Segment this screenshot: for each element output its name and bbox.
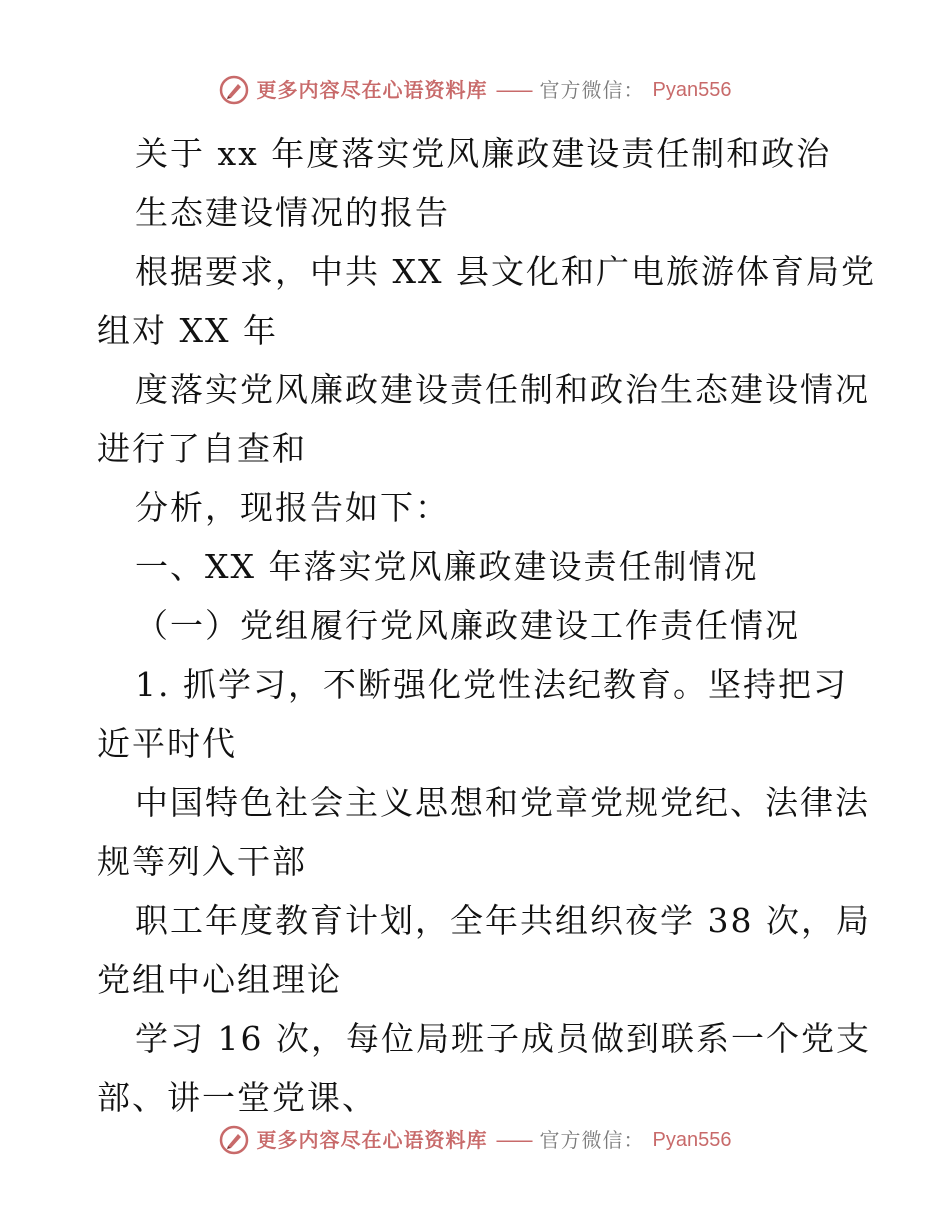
doc-subsection-heading: （一）党组履行党风廉政建设工作责任情况 — [135, 606, 800, 645]
brand-banner — [219, 75, 732, 105]
brand-wechat-label: 官方微信： — [539, 78, 645, 102]
brand-slogan: 更多内容尽在心语资料库 — [256, 1128, 488, 1152]
doc-paragraph-line: 规等列入干部 — [97, 842, 307, 881]
pen-logo-icon — [219, 1125, 249, 1155]
doc-section-heading: 一、XX 年落实党风廉政建设责任制情况 — [135, 547, 759, 586]
brand-dash: —— — [495, 1128, 532, 1152]
doc-paragraph-line: 进行了自查和 — [97, 429, 307, 468]
brand-dash: —— — [495, 78, 532, 102]
page-header-watermark — [0, 70, 950, 110]
doc-paragraph-line: 度落实党风廉政建设责任制和政治生态建设情况 — [135, 370, 870, 409]
doc-paragraph-line: 组对 XX 年 — [97, 311, 278, 350]
doc-paragraph-line: 根据要求，中共 XX 县文化和广电旅游体育局党 — [135, 252, 876, 291]
pen-logo-icon — [219, 75, 249, 105]
doc-paragraph-line: 学习 16 次，每位局班子成员做到联系一个党支 — [135, 1019, 871, 1058]
doc-title-line-2: 生态建设情况的报告 — [135, 193, 450, 232]
doc-title-line-1: 关于 xx 年度落实党风廉政建设责任制和政治 — [135, 134, 832, 173]
brand-wechat-label: 官方微信： — [539, 1128, 645, 1152]
doc-paragraph-line: 中国特色社会主义思想和党章党规党纪、法律法 — [135, 783, 870, 822]
doc-paragraph-line: 党组中心组理论 — [97, 960, 342, 999]
brand-slogan: 更多内容尽在心语资料库 — [256, 78, 488, 102]
page-footer-watermark — [0, 1120, 950, 1160]
doc-paragraph-line: 近平时代 — [97, 724, 237, 763]
document-body — [97, 124, 876, 1127]
doc-paragraph-line: 职工年度教育计划，全年共组织夜学 38 次，局 — [135, 901, 871, 940]
brand-wechat-id: Pyan556 — [652, 1129, 732, 1151]
doc-paragraph-line: 部、讲一堂党课、 — [97, 1078, 377, 1117]
brand-banner — [219, 1125, 732, 1155]
doc-paragraph-line: 分析，现报告如下： — [135, 488, 450, 527]
brand-wechat-id: Pyan556 — [652, 79, 732, 101]
doc-paragraph-line: 1. 抓学习，不断强化党性法纪教育。坚持把习 — [135, 665, 848, 704]
